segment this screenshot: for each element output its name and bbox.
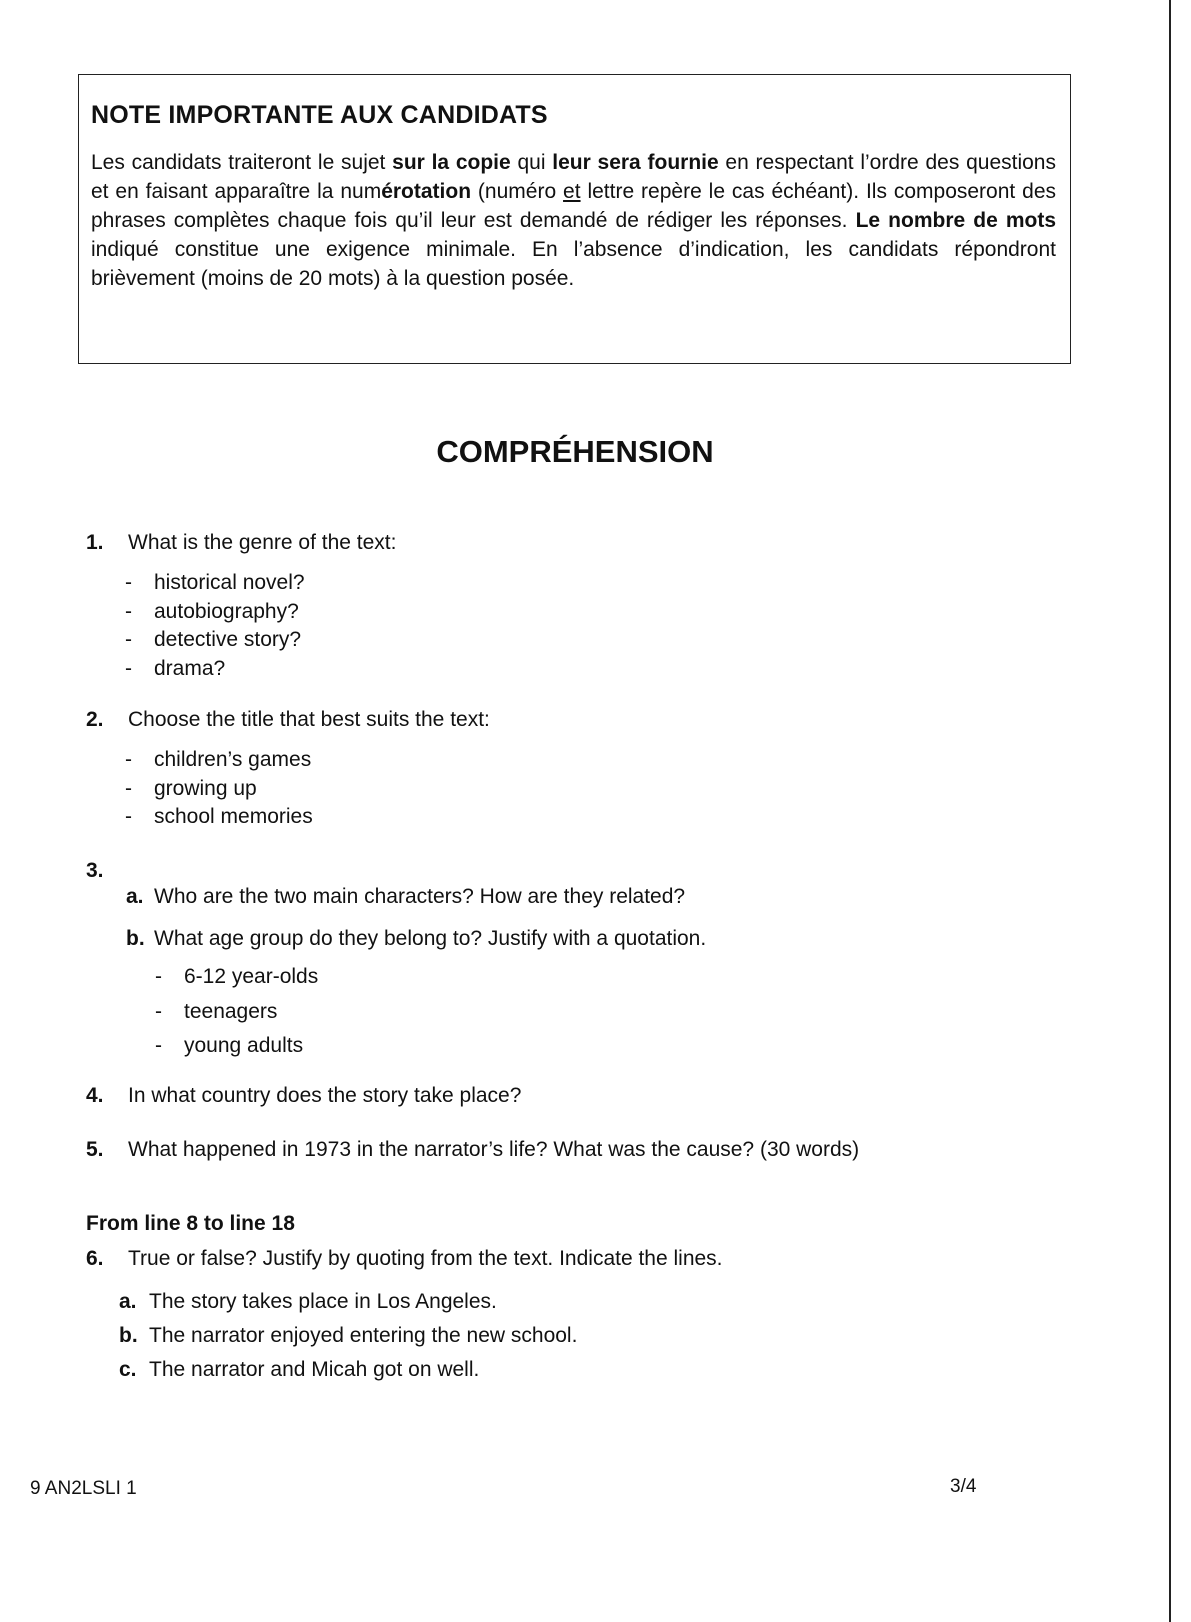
question-6b [119,1324,577,1348]
sub-question-text: The story takes place in Los Angeles. [149,1290,497,1313]
dash-bullet: - [125,571,132,594]
question-number: 5. [86,1138,104,1161]
question-text: In what country does the story take place? [128,1084,522,1107]
notice-text: indiqué constitue une exigence minimale. En l’absence d’indication, les candidats répondront brièvement (moins de 20 mots) à la question posée. [91,238,1056,290]
question-3a [126,885,685,909]
sub-question-letter: a. [126,885,144,908]
notice-bold-text: sur la copie [392,151,511,174]
option-text: school memories [154,805,313,828]
dash-bullet: - [125,628,132,651]
option-text: children’s games [154,748,312,771]
question-1 [86,531,396,555]
dash-bullet: - [125,748,132,771]
question-5 [86,1138,859,1162]
section-title: COMPRÉHENSION [436,434,714,469]
dash-bullet: - [125,599,132,623]
list-item [155,960,318,995]
sub-question-letter: c. [119,1358,137,1381]
question-number: 4. [86,1084,104,1107]
question-6c [119,1358,479,1382]
dash-bullet: - [155,965,162,988]
list-item [125,655,305,684]
question-number: 1. [86,531,104,554]
notice-bold-text: leur sera fournie [552,151,719,174]
question-4 [86,1084,521,1108]
option-text: drama? [154,656,226,680]
question-2 [86,708,490,732]
notice-text: qui [510,151,553,174]
dash-bullet: - [155,999,162,1023]
option-text: growing up [154,776,257,800]
list-item [125,746,313,775]
question-number: 6. [86,1247,104,1270]
sub-question-text: The narrator and Micah got on well. [149,1358,480,1381]
important-notice-box [78,74,1071,364]
sub-question-letter: b. [126,927,145,950]
option-text: historical novel? [154,571,305,594]
question-6a [119,1290,497,1314]
notice-text: Les candidats traiteront le sujet [91,151,393,174]
list-item [155,995,318,1030]
question-text: What happened in 1973 in the narrator’s life? What was the cause? (30 words) [128,1138,860,1161]
dash-bullet: - [125,805,132,828]
question-3b-options [155,960,318,1064]
footer-page-number: 3/4 [950,1476,977,1497]
notice-body [91,148,1056,293]
list-item [125,775,313,804]
sub-question-text: What age group do they belong to? Justify with a quotation. [154,927,707,950]
notice-underlined-text: et [563,180,581,203]
dash-bullet: - [155,1034,162,1057]
question-text: True or false? Justify by quoting from the text. Indicate the lines. [128,1247,723,1270]
question-text: Choose the title that best suits the text: [128,708,490,731]
option-text: detective story? [154,628,302,651]
sub-question-text: Who are the two main characters? How are they related? [154,885,686,908]
question-number: 3. [86,859,104,882]
question-text: What is the genre of the text: [128,531,397,554]
from-line-heading: From line 8 to line 18 [86,1212,295,1235]
footer-exam-code: 9 AN2LSLI 1 [30,1478,137,1499]
question-number: 2. [86,708,104,731]
question-3b [126,927,706,951]
sub-question-text: The narrator enjoyed entering the new school. [149,1324,578,1347]
notice-title: NOTE IMPORTANTE AUX CANDIDATS [91,101,548,129]
question-2-options [125,746,313,832]
sub-question-letter: b. [119,1324,138,1347]
notice-text: en respectant l’ordre des questions et en faisant apparaître la num [91,151,1056,203]
notice-text: (numéro [471,180,564,203]
question-3 [86,859,128,883]
question-6 [86,1247,723,1271]
page-edge-line [1169,0,1171,1622]
list-item [125,598,305,627]
option-text: 6-12 year-olds [184,965,319,988]
list-item [125,626,305,655]
option-text: young adults [184,1034,304,1057]
list-item [125,803,313,832]
list-item [155,1029,318,1064]
notice-bold-text: érotation [381,180,472,203]
dash-bullet: - [125,656,132,680]
dash-bullet: - [125,776,132,800]
notice-text: lettre repère le cas échéant). Ils composeront des phrases complètes chaque fois qu’il leur est demandé de rédiger les réponses. [91,180,1057,232]
sub-question-letter: a. [119,1290,137,1313]
notice-bold-text: Le nombre de mots [855,209,1056,232]
list-item [125,569,305,598]
option-text: autobiography? [154,599,299,623]
option-text: teenagers [184,999,278,1023]
question-1-options [125,569,305,683]
